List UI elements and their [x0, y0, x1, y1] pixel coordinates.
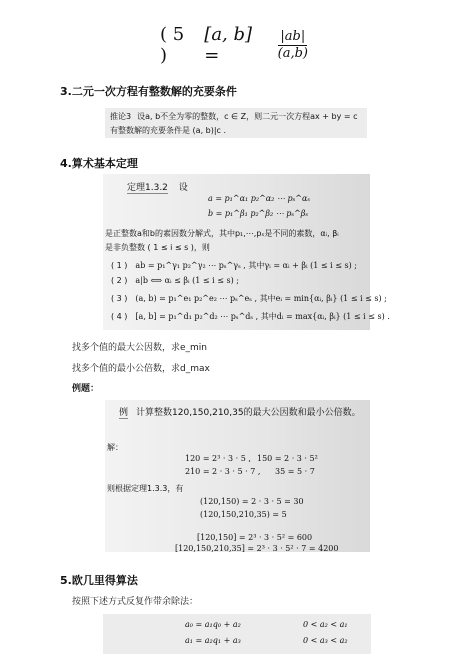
theorem-item-2 [111, 276, 239, 285]
theorem-title: 定理1.3.2 [127, 183, 168, 193]
euclid-eq1: a₀ = a₁q₀ + a₂ [185, 620, 241, 629]
lcm-all: [120,150,210,35] = 2³ · 3 · 5² · 7 = 4200 [175, 544, 339, 553]
formula-numerator: |ab| [280, 28, 306, 44]
gcd-all: (120,150,210,35) = 5 [200, 510, 287, 519]
top-formula [160, 22, 310, 68]
theorem-item-1 [111, 260, 357, 271]
note-lcm: 找多个值的最小公倍数，求d_max [72, 364, 210, 374]
example-label: 例题： [72, 384, 100, 394]
item-number: ( 3 ) [111, 294, 128, 303]
factor-210: 210 = 2 · 3 · 5 · 7 , [185, 467, 261, 476]
example-box [105, 400, 370, 552]
item-text: ab = p₁^γ₁ p₂^γ₂ ⋯ pₛ^γₛ , 其中γᵢ = αᵢ + βᵢ (1 ≤ i ≤ s) ; [135, 261, 357, 270]
section5-intro: 按照下述方式反复作带余除法： [72, 597, 199, 607]
section3-heading: 3.二元一次方程有整数解的充要条件 [60, 85, 237, 98]
example-jie: 解： [107, 443, 123, 452]
euclid-box [103, 614, 371, 654]
item-number: ( 2 ) [111, 276, 128, 285]
theorem-item-4 [111, 311, 390, 322]
item-text: a|b ⟺ αᵢ ≤ βᵢ (1 ≤ i ≤ s) ; [135, 276, 239, 285]
formula-fraction [276, 29, 310, 62]
formula-lhs: [a, b] = [204, 24, 253, 66]
corollary-title: 推论3 [110, 112, 132, 121]
section5-heading: 5.欧几里得算法 [60, 574, 138, 587]
note-gcd: 找多个值的最大公因数，求e_min [72, 343, 208, 353]
item-text: (a, b) = p₁^e₁ p₂^e₂ ⋯ pₛ^eₛ , 其中eᵢ = min{αᵢ, βᵢ} (1 ≤ i ≤ s) ; [135, 294, 387, 303]
formula-denominator: (a,b) [277, 45, 308, 61]
theorem-she: 设 [178, 183, 188, 193]
theorem-box [103, 174, 390, 330]
euclid-eq2: a₁ = a₂q₁ + a₃ [185, 636, 241, 645]
factor-35: 35 = 5 · 7 [275, 467, 315, 476]
factor-150: 150 = 2 · 3 · 5² [257, 454, 318, 463]
section4-heading: 4.算术基本定理 [60, 157, 138, 170]
example-basis: 则根据定理1.3.3，有 [107, 484, 184, 493]
corollary-line1 [110, 111, 362, 122]
factor-120: 120 = 2³ · 3 · 5 , [185, 454, 251, 463]
lcm-pair: [120,150] = 2³ · 3 · 5² = 600 [197, 533, 313, 542]
euclid-cond2: 0 < a₃ < a₂ [303, 636, 348, 645]
gcd-pair: (120,150) = 2 · 3 · 5 = 30 [200, 497, 304, 506]
formula-label: ( 5 ) [160, 24, 185, 66]
item-number: ( 4 ) [111, 312, 128, 321]
theorem-desc2: 是非负整数 ( 1 ≤ i ≤ s )，则 [105, 243, 210, 252]
theorem-desc1: 是正整数a和b的素因数分解式，其中p₁,⋯,pₛ是不同的素数，αᵢ, βᵢ [105, 229, 339, 238]
example-prefix: 例 [119, 408, 129, 418]
item-text: [a, b] = p₁^d₁ p₂^d₂ ⋯ pₛ^dₛ , 其中dᵢ = max{αᵢ, βᵢ} (1 ≤ i ≤ s) . [135, 312, 390, 321]
corollary-box [105, 108, 367, 138]
item-number: ( 1 ) [111, 261, 128, 270]
example-title-row [119, 405, 361, 418]
example-title: 计算整数120,150,210,35的最大公因数和最小公倍数。 [136, 408, 361, 418]
corollary-text1: 设a, b不全为零的整数，c ∈ Z，则二元一次方程ax + by = c [137, 112, 358, 121]
corollary-line2: 有整数解的充要条件是 (a, b)|c . [110, 126, 227, 135]
formula-a: a = p₁^α₁ p₂^α₂ ⋯ pₛ^αₛ [208, 194, 311, 203]
theorem-item-3 [111, 293, 387, 304]
theorem-title-row [127, 180, 188, 193]
formula-b: b = p₁^β₁ p₂^β₂ ⋯ pₛ^βₛ [208, 209, 309, 218]
euclid-cond1: 0 < a₂ < a₁ [303, 620, 348, 629]
